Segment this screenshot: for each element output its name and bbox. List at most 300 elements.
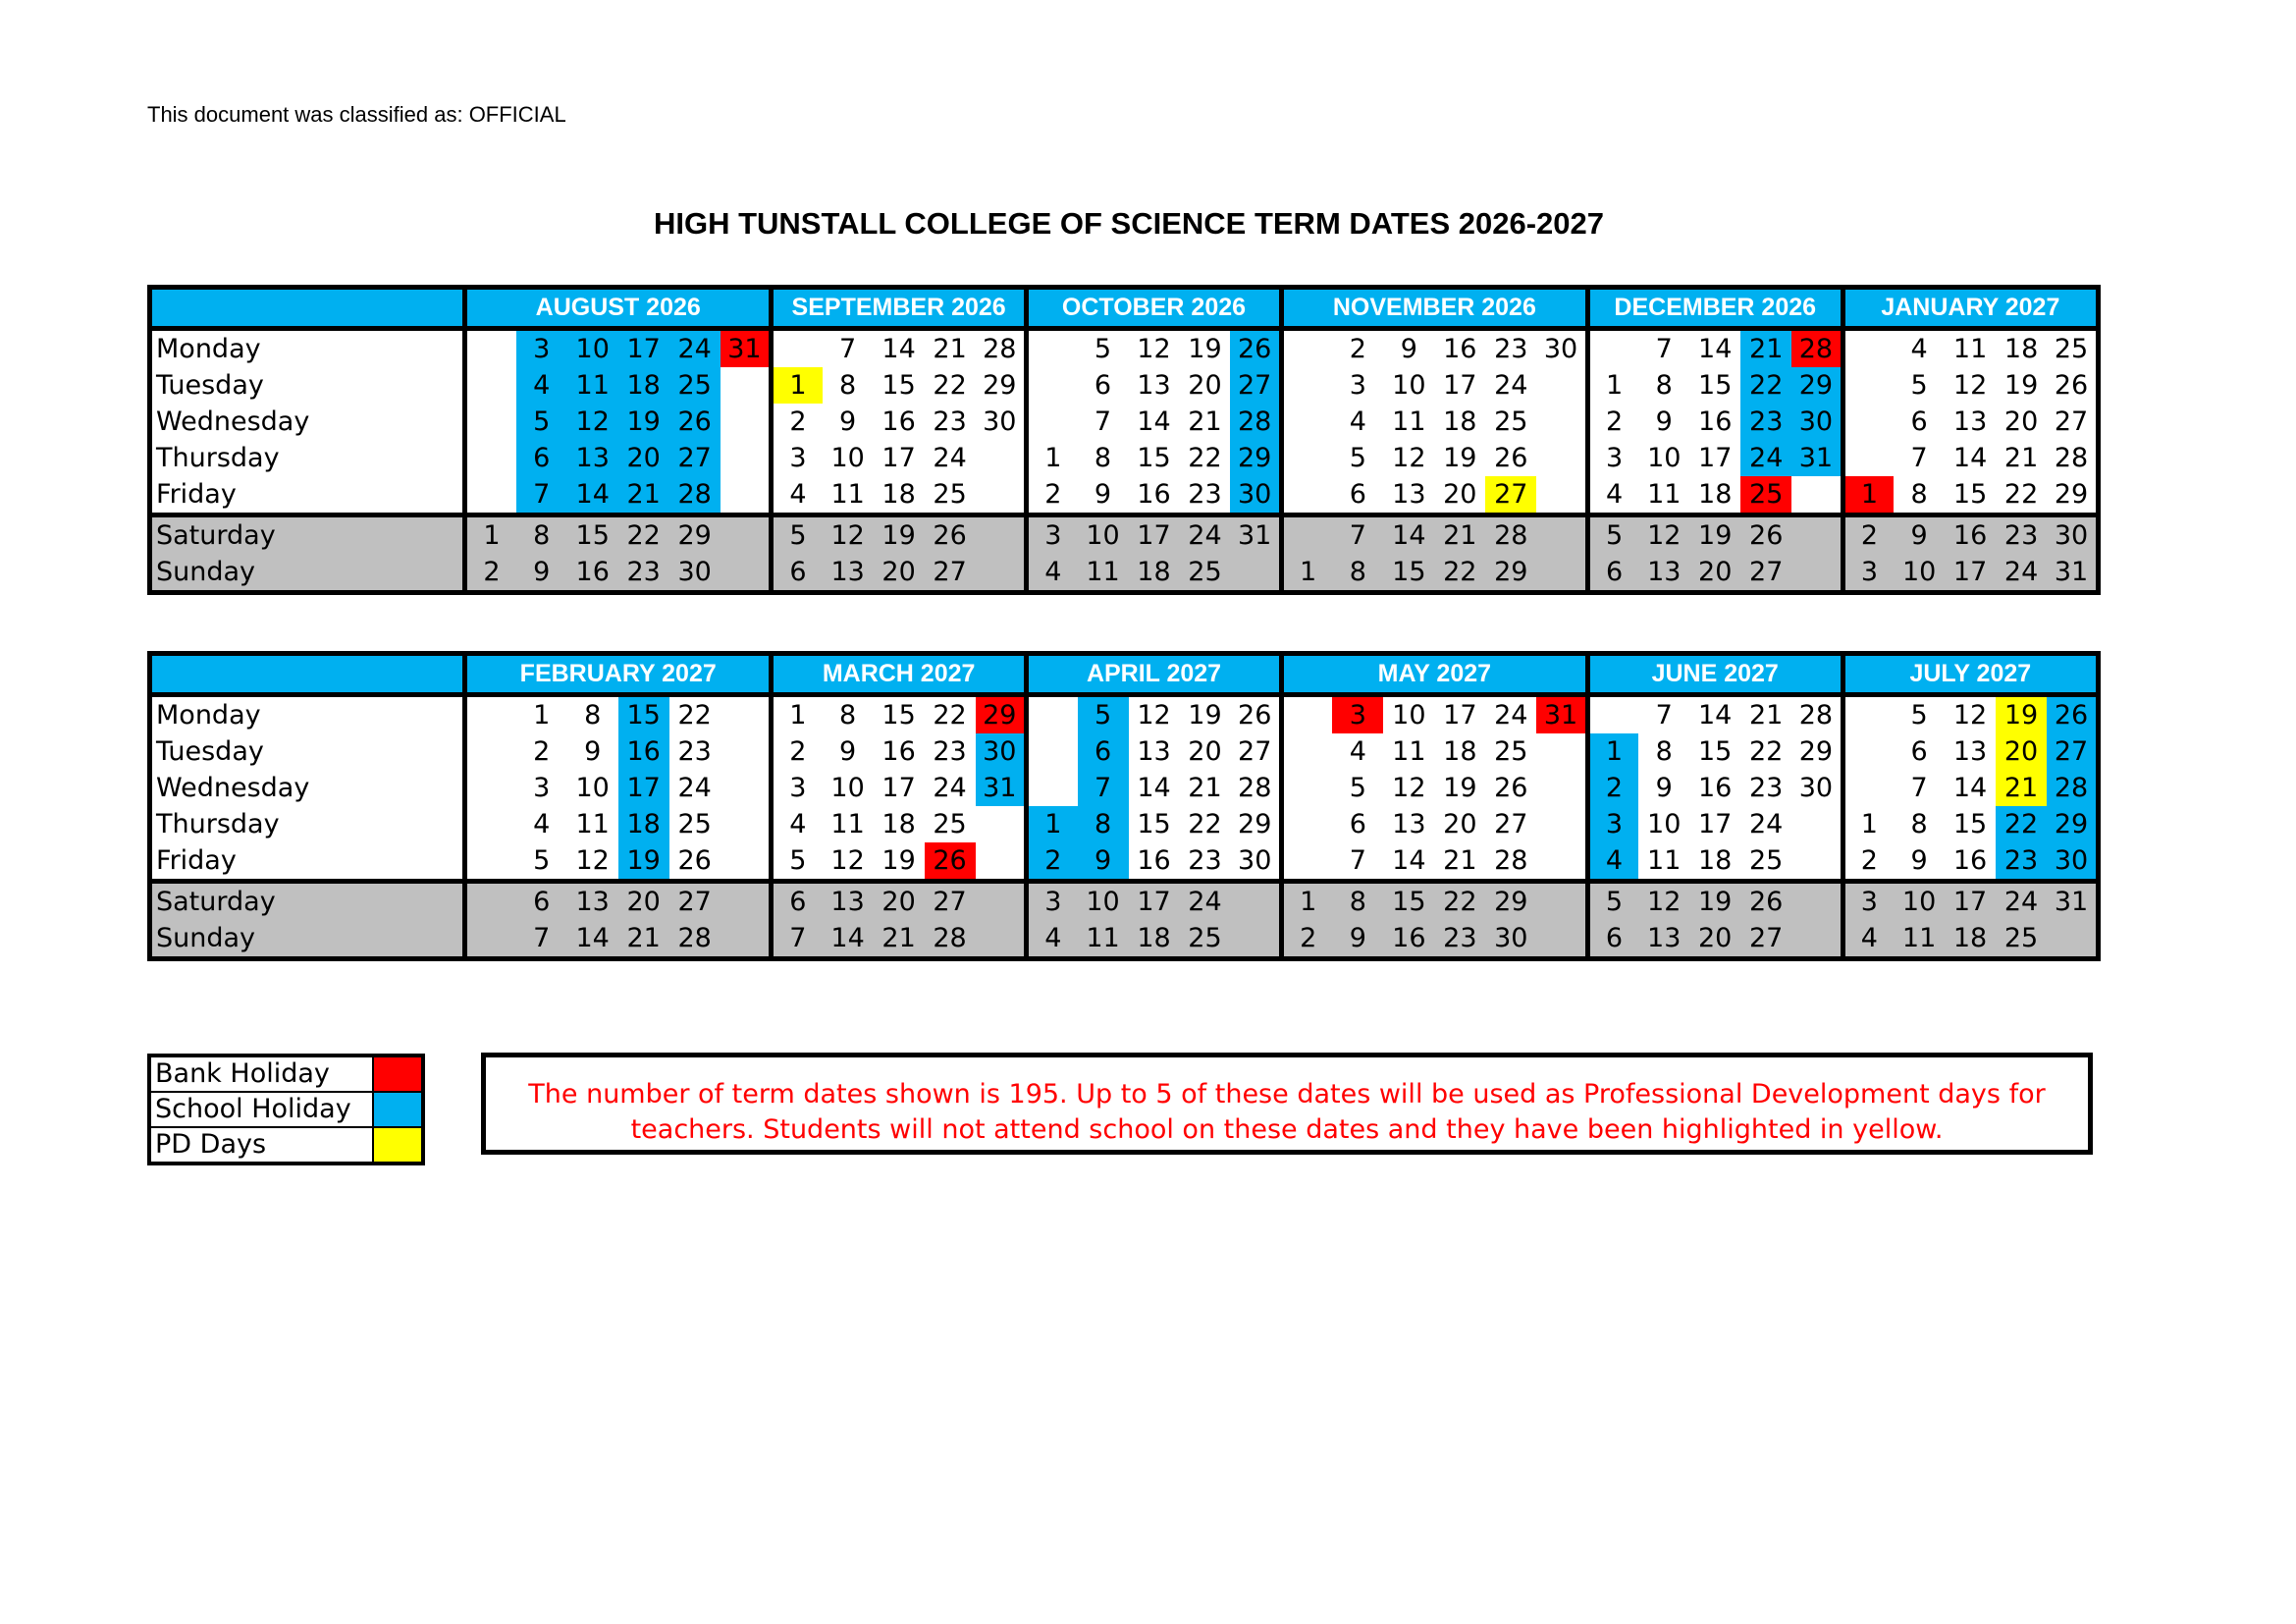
date-cell: 9 [1655,773,1673,803]
empty-cell [1536,476,1587,515]
empty-cell [1281,367,1332,404]
date-cell: 5 [1587,882,1638,921]
date-cell: 14 [567,476,618,515]
date-cell: 16 [1383,920,1434,959]
date-cell: 8 [1910,809,1928,839]
empty-cell [465,476,516,515]
date-cell: 6 [1587,554,1638,593]
legend-row-bank-holiday [149,1056,423,1092]
date-cell: 19 [1689,515,1740,555]
date-cell: 28 [925,920,976,959]
date-cell: 20 [1996,733,2047,770]
date-cell: 28 [1791,329,1842,368]
date-cell: 26 [2047,695,2098,734]
date-cell: 3 [1842,882,1894,921]
classification-label: This document was classified as: OFFICIAL [147,102,566,127]
empty-cell [721,476,772,515]
empty-cell [1027,770,1078,806]
date-cell: 26 [669,404,721,440]
date-cell: 18 [1698,479,1733,510]
date-cell: 8 [1910,479,1928,510]
date-cell: 16 [567,554,618,593]
empty-cell [1281,695,1332,734]
date-cell: 23 [1434,920,1485,959]
date-cell: 1 [1027,806,1078,842]
date-cell: 18 [1443,406,1477,437]
date-cell: 28 [669,920,721,959]
date-cell: 8 [1094,443,1112,473]
date-cell: 21 [618,920,669,959]
date-cell: 16 [1137,479,1171,510]
date-cell: 5 [1094,334,1112,364]
date-cell: 10 [1392,370,1426,401]
day-row-tuesday [150,367,2099,404]
date-cell: 28 [2047,770,2098,806]
day-row-friday [150,842,2099,882]
date-cell: 20 [874,882,925,921]
date-cell: 31 [1230,515,1281,555]
empty-cell [1842,733,1894,770]
empty-cell [721,515,772,555]
date-cell: 24 [1740,440,1791,476]
date-cell: 21 [933,334,967,364]
date-cell: 7 [1078,770,1129,806]
date-cell: 3 [1349,370,1366,401]
date-cell: 15 [567,515,618,555]
date-cell: 28 [1230,404,1281,440]
date-cell: 27 [2047,733,2098,770]
day-label: Sunday [150,920,465,959]
date-cell: 25 [1494,736,1528,767]
date-cell: 26 [1230,329,1281,368]
date-cell: 2 [772,404,823,440]
date-cell: 27 [669,882,721,921]
date-cell: 13 [1638,920,1689,959]
date-cell: 29 [2054,479,2089,510]
date-cell: 10 [1894,882,1945,921]
date-cell: 13 [1952,736,1988,767]
date-cell: 24 [1748,809,1784,839]
date-cell: 22 [1434,882,1485,921]
date-cell: 12 [830,845,865,876]
legend-label: Bank Holiday [149,1056,373,1092]
date-cell: 24 [1180,882,1231,921]
empty-cell [1842,404,1894,440]
date-cell: 18 [1129,920,1180,959]
date-cell: 7 [1655,700,1673,731]
date-cell: 15 [1952,809,1988,839]
date-cell: 28 [1485,515,1536,555]
date-cell: 17 [881,773,916,803]
date-cell: 3 [1332,695,1383,734]
date-cell: 8 [1655,370,1673,401]
empty-cell [976,882,1027,921]
date-cell: 7 [516,920,567,959]
empty-cell [1536,404,1587,440]
date-cell: 22 [618,515,669,555]
empty-cell [1791,476,1842,515]
date-cell: 14 [1137,406,1171,437]
date-cell: 21 [1434,515,1485,555]
date-cell: 7 [1655,334,1673,364]
date-cell: 9 [1910,845,1928,876]
date-cell: 8 [584,700,602,731]
date-cell: 9 [1078,842,1129,882]
date-cell: 4 [1842,920,1894,959]
date-cell: 20 [874,554,925,593]
date-cell: 18 [618,367,669,404]
date-cell: 8 [1655,736,1673,767]
date-cell: 11 [830,809,865,839]
date-cell: 30 [2047,842,2098,882]
date-cell: 26 [1494,773,1528,803]
date-cell: 11 [1894,920,1945,959]
date-cell: 18 [1697,845,1733,876]
date-cell: 30 [2047,515,2098,555]
date-cell: 26 [925,842,976,882]
date-cell: 3 [533,773,551,803]
date-cell: 12 [1137,334,1171,364]
empty-cell [465,695,516,734]
date-cell: 24 [1494,700,1528,731]
month-header: OCTOBER 2026 [1027,288,1282,329]
date-cell: 14 [1392,845,1426,876]
legend [147,1054,425,1165]
date-cell: 25 [2054,334,2089,364]
date-cell: 23 [1188,845,1222,876]
month-header: MAY 2027 [1281,654,1587,695]
empty-cell [465,842,516,882]
date-cell: 1 [772,695,823,734]
date-cell: 20 [1689,920,1740,959]
date-cell: 18 [1129,554,1180,593]
date-cell: 1 [1027,440,1078,476]
empty-cell [1842,695,1894,734]
date-cell: 13 [1392,809,1426,839]
empty-cell [1536,882,1587,921]
date-cell: 2 [1349,334,1366,364]
date-cell: 2 [1842,515,1894,555]
date-cell: 27 [925,882,976,921]
date-cell: 10 [1392,700,1426,731]
day-row-saturday [150,882,2099,921]
date-cell: 6 [516,440,567,476]
empty-cell [1536,440,1587,476]
empty-cell [1842,367,1894,404]
date-cell: 15 [1383,882,1434,921]
date-cell: 22 [1748,736,1784,767]
empty-cell [1281,733,1332,770]
header-corner [150,654,465,695]
empty-cell [1536,920,1587,959]
date-cell: 30 [1798,773,1834,803]
date-cell: 29 [1798,736,1834,767]
empty-cell [1027,733,1078,770]
date-cell: 6 [772,554,823,593]
date-cell: 1 [465,515,516,555]
date-cell: 28 [2054,443,2089,473]
date-cell: 24 [669,329,721,368]
date-cell: 5 [1910,700,1928,731]
empty-cell [1842,770,1894,806]
empty-cell [1027,329,1078,368]
day-row-sunday [150,554,2099,593]
date-cell: 2 [1842,842,1894,882]
month-header-row [150,288,2099,329]
date-cell: 27 [1494,809,1528,839]
day-label: Friday [156,479,237,510]
date-cell: 6 [772,882,823,921]
date-cell: 13 [823,554,874,593]
date-cell: 7 [1094,406,1112,437]
date-cell: 13 [1392,479,1426,510]
empty-cell [1791,842,1842,882]
date-cell: 25 [933,479,967,510]
date-cell: 22 [1740,367,1791,404]
date-cell: 13 [823,882,874,921]
date-cell: 12 [1638,882,1689,921]
date-cell: 28 [1494,845,1528,876]
legend-row-school-holiday [149,1092,423,1127]
date-cell: 30 [983,406,1017,437]
header-corner [150,288,465,329]
date-cell: 19 [618,842,669,882]
date-cell: 30 [1543,334,1578,364]
day-row-monday [150,329,2099,368]
empty-cell [1281,404,1332,440]
date-cell: 22 [1434,554,1485,593]
date-cell: 31 [2047,554,2098,593]
date-cell: 1 [1281,554,1332,593]
date-cell: 15 [1698,370,1733,401]
date-cell: 5 [772,842,823,882]
legend-label: PD Days [149,1127,373,1164]
date-cell: 6 [1349,479,1366,510]
date-cell: 17 [881,443,916,473]
empty-cell [721,920,772,959]
date-cell: 25 [1748,845,1784,876]
date-cell: 22 [677,700,712,731]
empty-cell [1536,806,1587,842]
date-cell: 23 [1740,404,1791,440]
date-cell: 12 [1392,773,1426,803]
date-cell: 24 [1494,370,1528,401]
date-cell: 11 [1392,736,1426,767]
date-cell: 1 [1842,476,1894,515]
empty-cell [1230,882,1281,921]
empty-cell [976,476,1027,515]
date-cell: 8 [1078,806,1129,842]
date-cell: 8 [516,515,567,555]
day-label: Saturday [150,882,465,921]
day-label: Friday [156,845,237,876]
empty-cell [2047,920,2098,959]
day-row-tuesday [150,733,2099,770]
date-cell: 18 [881,479,916,510]
date-cell: 16 [1952,845,1988,876]
empty-cell [1536,842,1587,882]
date-cell: 27 [2054,406,2089,437]
date-cell: 5 [1910,370,1928,401]
empty-cell [1536,770,1587,806]
empty-cell [1791,882,1842,921]
date-cell: 1 [533,700,551,731]
date-cell: 17 [618,329,669,368]
day-label: Saturday [150,515,465,555]
date-cell: 6 [1078,733,1129,770]
date-cell: 26 [1740,515,1791,555]
legend-label: School Holiday [149,1092,373,1127]
date-cell: 16 [1945,515,1996,555]
date-cell: 21 [1188,406,1222,437]
date-cell: 10 [1078,882,1129,921]
date-cell: 29 [1238,809,1272,839]
date-cell: 19 [1443,443,1477,473]
calendar-block-autumn-spring [147,285,2101,595]
date-cell: 31 [1536,695,1587,734]
date-cell: 1 [1587,367,1638,404]
date-cell: 14 [567,920,618,959]
date-cell: 12 [1952,700,1988,731]
date-cell: 10 [575,773,610,803]
month-header: JUNE 2027 [1587,654,1842,695]
date-cell: 12 [1392,443,1426,473]
date-cell: 22 [933,700,967,731]
date-cell: 20 [1689,554,1740,593]
month-header: JANUARY 2027 [1842,288,2098,329]
calendar-block-spring-summer [147,651,2101,961]
date-cell: 21 [1748,700,1784,731]
date-cell: 19 [1188,334,1222,364]
empty-cell [465,329,516,368]
empty-cell [465,770,516,806]
empty-cell [721,770,772,806]
date-cell: 27 [925,554,976,593]
date-cell: 16 [1697,773,1733,803]
date-cell: 12 [1952,370,1988,401]
day-label: Tuesday [156,370,264,401]
date-cell: 24 [677,773,712,803]
date-cell: 4 [772,806,823,842]
empty-cell [465,733,516,770]
date-cell: 18 [1945,920,1996,959]
empty-cell [465,882,516,921]
date-cell: 1 [1842,806,1894,842]
date-cell: 5 [1587,515,1638,555]
date-cell: 24 [933,773,967,803]
day-label: Wednesday [156,773,310,803]
date-cell: 16 [618,733,669,770]
date-cell: 23 [618,554,669,593]
date-cell: 11 [1952,334,1988,364]
date-cell: 23 [1996,842,2047,882]
date-cell: 20 [1443,809,1477,839]
legend-swatch-yellow [373,1127,423,1164]
date-cell: 3 [1587,806,1638,842]
empty-cell [721,882,772,921]
date-cell: 9 [516,554,567,593]
date-cell: 10 [830,443,865,473]
legend-swatch-blue [373,1092,423,1127]
date-cell: 21 [1996,770,2047,806]
date-cell: 10 [1894,554,1945,593]
date-cell: 6 [1910,406,1928,437]
date-cell: 11 [1647,479,1682,510]
date-cell: 19 [874,515,925,555]
date-cell: 8 [839,370,857,401]
term-dates-note: The number of term dates shown is 195. Up to 5 of these dates will be used as Professional Development days for teachers. Students will not attend school on these dates and they have been highlighted in yellow. [481,1053,2093,1155]
date-cell: 21 [1443,845,1477,876]
date-cell: 26 [925,515,976,555]
date-cell: 22 [1188,443,1222,473]
date-cell: 17 [1945,554,1996,593]
date-cell: 15 [1697,736,1733,767]
date-cell: 29 [976,695,1027,734]
date-cell: 25 [669,367,721,404]
date-cell: 30 [1238,845,1272,876]
date-cell: 10 [1078,515,1129,555]
date-cell: 21 [1188,773,1222,803]
date-cell: 25 [677,809,712,839]
date-cell: 20 [1188,736,1222,767]
date-cell: 14 [823,920,874,959]
empty-cell [1536,733,1587,770]
date-cell: 11 [575,809,610,839]
date-cell: 24 [1996,554,2047,593]
date-cell: 3 [1842,554,1894,593]
day-row-wednesday [150,404,2099,440]
empty-cell [976,806,1027,842]
date-cell: 2 [772,733,823,770]
date-cell: 9 [1400,334,1417,364]
date-cell: 15 [618,695,669,734]
date-cell: 10 [1647,443,1682,473]
date-cell: 26 [1740,882,1791,921]
empty-cell [721,733,772,770]
empty-cell [1230,920,1281,959]
date-cell: 28 [669,476,721,515]
date-cell: 25 [1494,406,1528,437]
date-cell: 1 [1587,733,1638,770]
date-cell: 22 [1188,809,1222,839]
date-cell: 27 [1740,920,1791,959]
date-cell: 5 [516,404,567,440]
date-cell: 3 [1027,515,1078,555]
empty-cell [721,367,772,404]
month-header: FEBRUARY 2027 [465,654,772,695]
day-label: Monday [156,700,261,731]
date-cell: 13 [1137,736,1171,767]
empty-cell [1281,329,1332,368]
empty-cell [1281,842,1332,882]
date-cell: 14 [1383,515,1434,555]
date-cell: 2 [1281,920,1332,959]
date-cell: 18 [618,806,669,842]
date-cell: 27 [1485,476,1536,515]
date-cell: 31 [2047,882,2098,921]
empty-cell [1791,515,1842,555]
date-cell: 17 [618,770,669,806]
date-cell: 18 [2003,334,2039,364]
date-cell: 19 [2003,370,2039,401]
date-cell: 4 [1587,476,1638,515]
date-cell: 14 [1952,773,1988,803]
date-cell: 30 [976,733,1027,770]
date-cell: 5 [1349,443,1366,473]
day-label: Wednesday [156,406,310,437]
date-cell: 30 [1230,476,1281,515]
date-cell: 19 [1188,700,1222,731]
